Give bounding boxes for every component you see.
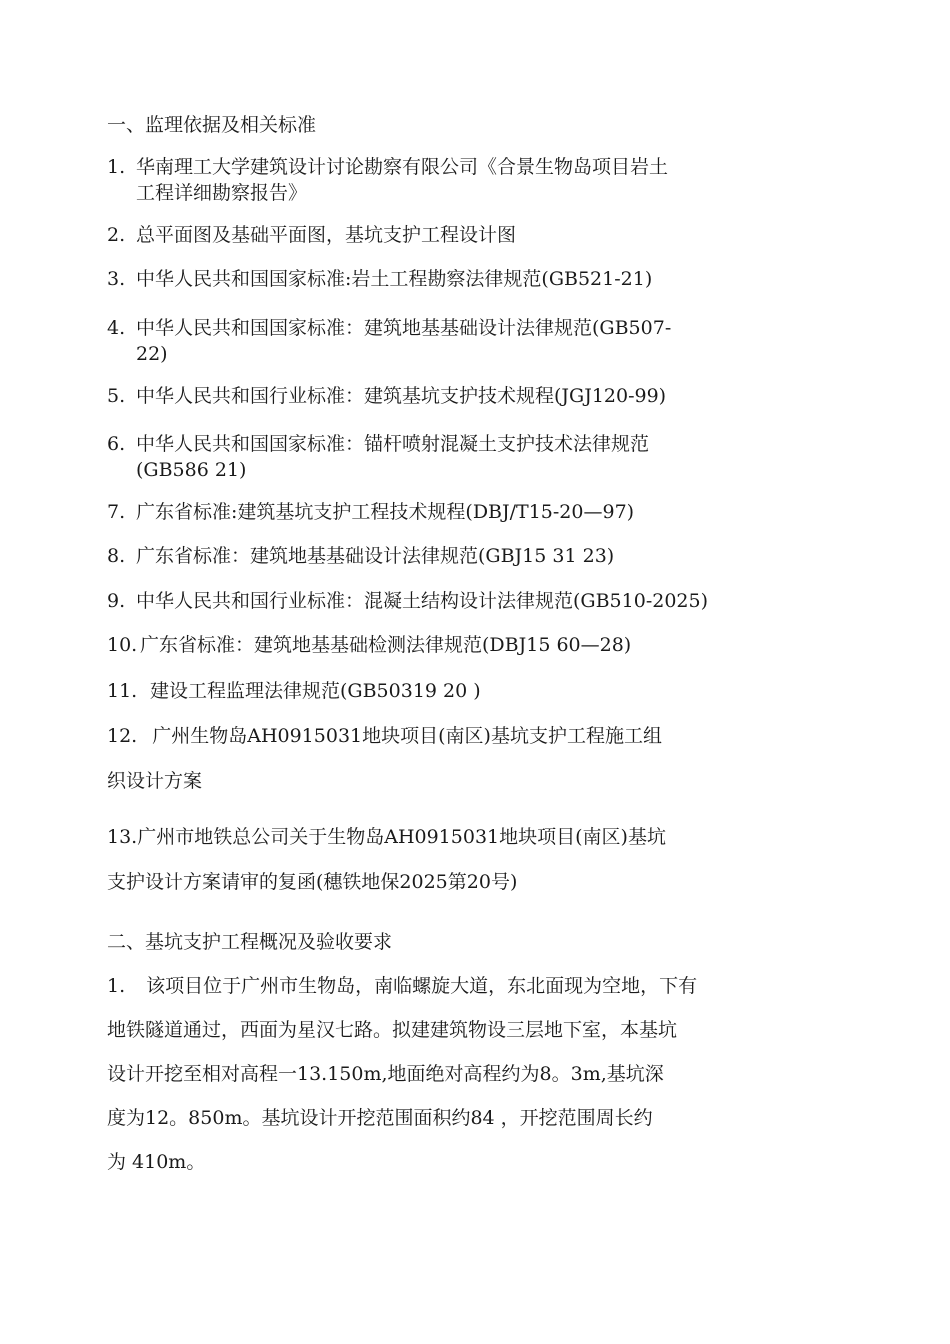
list-item xyxy=(107,154,757,206)
list-item-text-cont: 支护设计方案请审的复函(穗铁地保2025第20号) xyxy=(107,871,518,893)
list-item-text-cont: 22) xyxy=(136,343,168,365)
list-item xyxy=(107,543,757,569)
list-item-text: 华南理工大学建筑设计讨论勘察有限公司《合景生物岛项目岩土 xyxy=(136,156,669,178)
list-item-text: 中华人民共和国国家标准：建筑地基基础设计法律规范(GB507- xyxy=(136,317,672,339)
list-item xyxy=(107,315,757,367)
list-item xyxy=(107,632,757,658)
list-item xyxy=(107,678,757,704)
list-item-text: 总平面图及基础平面图，基坑支护工程设计图 xyxy=(136,224,517,246)
list-item-number: 6. xyxy=(107,433,126,455)
paragraph-number: 1. xyxy=(107,975,126,997)
paragraph-line: 设计开挖至相对高程一13.150m,地面绝对高程约为8。3m,基坑深 xyxy=(107,1063,664,1085)
list-item-text: 广东省标准：建筑地基基础设计法律规范(GBJ15 31 23) xyxy=(136,545,615,567)
paragraph-line: 度为12。850m。基坑设计开挖范围面积约84 ，开挖范围周长约 xyxy=(107,1107,653,1129)
list-item-text-cont: (GB586 21) xyxy=(136,459,247,481)
list-item-text: 中华人民共和国行业标准：建筑基坑支护技术规程(JGJ120-99) xyxy=(136,385,667,407)
list-item xyxy=(107,723,662,749)
list-item-number: 8. xyxy=(107,545,126,567)
list-item-text: 中华人民共和国国家标准:岩土工程勘察法律规范(GB521-21) xyxy=(136,268,653,290)
list-item-number: 5. xyxy=(107,385,126,407)
list-item-number: 12. xyxy=(107,725,138,747)
list-item xyxy=(107,383,757,409)
list-item-text-cont: 工程详细勘察报告》 xyxy=(136,182,308,204)
list-item-number: 1. xyxy=(107,156,126,178)
paragraph-line xyxy=(107,973,697,999)
list-item xyxy=(107,266,757,292)
list-item-number: 13. xyxy=(107,826,138,848)
section-2-heading: 二、基坑支护工程概况及验收要求 xyxy=(107,931,393,953)
list-item-number: 11. xyxy=(107,680,138,702)
paragraph-line: 地铁隧道通过，西面为星汉七路。拟建建筑物设三层地下室，本基坑 xyxy=(107,1019,678,1041)
list-item xyxy=(107,431,757,483)
list-item-text-cont: 织设计方案 xyxy=(107,770,203,792)
list-item-text: 广州生物岛AH0915031地块项目(南区)基坑支护工程施工组 xyxy=(152,725,662,747)
list-item-text: 建设工程监理法律规范(GB50319 20 ) xyxy=(150,680,481,702)
list-item xyxy=(107,588,757,614)
list-item-number: 2. xyxy=(107,224,126,246)
list-item-number: 4. xyxy=(107,317,126,339)
paragraph-line: 为 410m。 xyxy=(107,1151,206,1173)
list-item xyxy=(107,499,757,525)
section-1-heading: 一、监理依据及相关标准 xyxy=(107,114,317,136)
list-item-text: 中华人民共和国国家标准：锚杆喷射混凝土支护技术法律规范 xyxy=(136,433,650,455)
list-item xyxy=(107,824,666,850)
list-item-text: 中华人民共和国行业标准：混凝土结构设计法律规范(GB510-2025) xyxy=(136,590,709,612)
paragraph-text: 该项目位于广州市生物岛，南临螺旋大道，东北面现为空地，下有 xyxy=(146,975,698,997)
list-item-text: 广州市地铁总公司关于生物岛AH0915031地块项目(南区)基坑 xyxy=(137,826,666,848)
list-item-number: 7. xyxy=(107,501,126,523)
list-item-text: 广东省标准:建筑基坑支护工程技术规程(DBJ/T15-20—97) xyxy=(136,501,635,523)
list-item-number: 3. xyxy=(107,268,126,290)
list-item xyxy=(107,222,757,248)
list-item-number: 9. xyxy=(107,590,126,612)
list-item-text: 广东省标准：建筑地基基础检测法律规范(DBJ15 60—28) xyxy=(140,634,632,656)
list-item-number: 10. xyxy=(107,634,138,656)
